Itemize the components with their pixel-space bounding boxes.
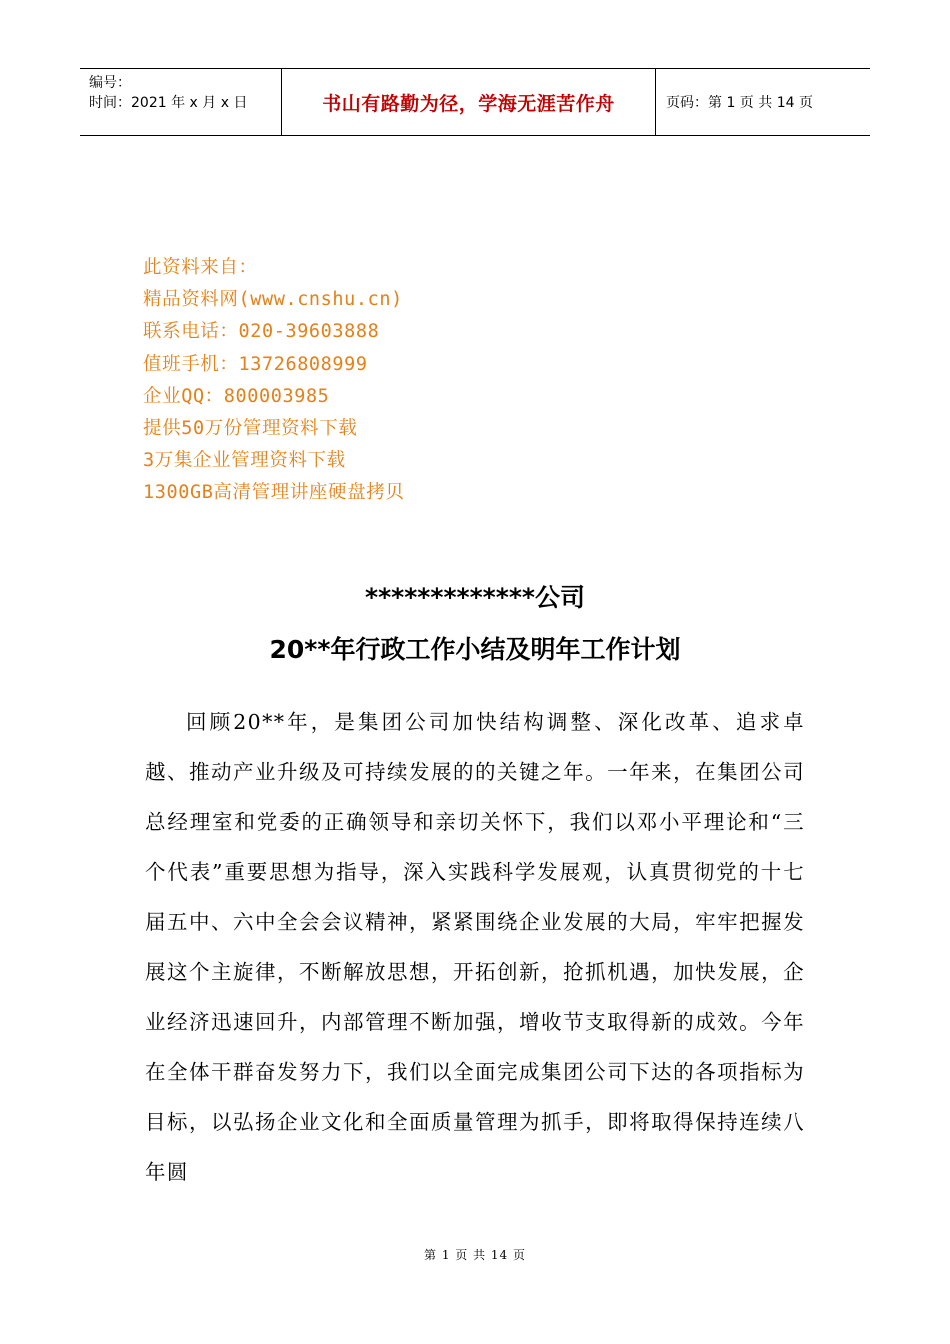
source-info xyxy=(143,252,404,510)
document-title-main: 20**年行政工作小结及明年工作计划 xyxy=(269,635,681,664)
header-page-info: 页码：第 1 页 共 14 页 xyxy=(666,95,813,111)
source-line: 提供50万份管理资料下载 xyxy=(143,418,358,440)
source-line: 联系电话：020-39603888 xyxy=(143,321,380,343)
page-header xyxy=(80,68,870,136)
source-line: 此资料来自： xyxy=(143,257,258,278)
header-meta xyxy=(80,69,282,135)
header-motto-cell xyxy=(282,69,656,135)
source-line: 3万集企业管理资料下载 xyxy=(143,450,346,472)
body-paragraph: 回顾20**年，是集团公司加快结构调整、深化改革、追求卓越、推动产业升级及可持续发展的的关键之年。一年来，在集团公司总经理室和党委的正确领导和亲切关怀下，我们以邓小平理论和“三个代表”重要思想为指导，深入实践科学发展观，认真贯彻党的十七届五中、六中全会会议精神，紧紧围绕企业发展的大局，牢牢把握发展这个主旋律，不断解放思想，开拓创新，抢抓机遇，加快发展，企业经济迅速回升，内部管理不断加强，增收节支取得新的成效。今年在全体干群奋发努力下，我们以全面完成集团公司下达的各项指标为目标，以弘扬企业文化和全面质量管理为抓手，即将取得保持连续八年圆 xyxy=(145,710,805,1184)
page-footer: 第 1 页 共 14 页 xyxy=(424,1248,526,1262)
time-label: 时间：2021 年 x 月 x 日 xyxy=(89,95,248,111)
header-motto: 书山有路勤为径，学海无涯苦作舟 xyxy=(322,92,615,115)
source-line: 精品资料网(www.cnshu.cn) xyxy=(143,289,403,311)
source-line: 值班手机：13726808999 xyxy=(143,353,368,375)
number-label: 编号： xyxy=(89,75,131,91)
document-title-company: *************公司 xyxy=(365,583,585,612)
header-page-info-cell xyxy=(656,69,870,135)
source-line: 企业QQ：800003985 xyxy=(143,385,330,407)
source-line: 1300GB高清管理讲座硬盘拷贝 xyxy=(143,482,405,504)
